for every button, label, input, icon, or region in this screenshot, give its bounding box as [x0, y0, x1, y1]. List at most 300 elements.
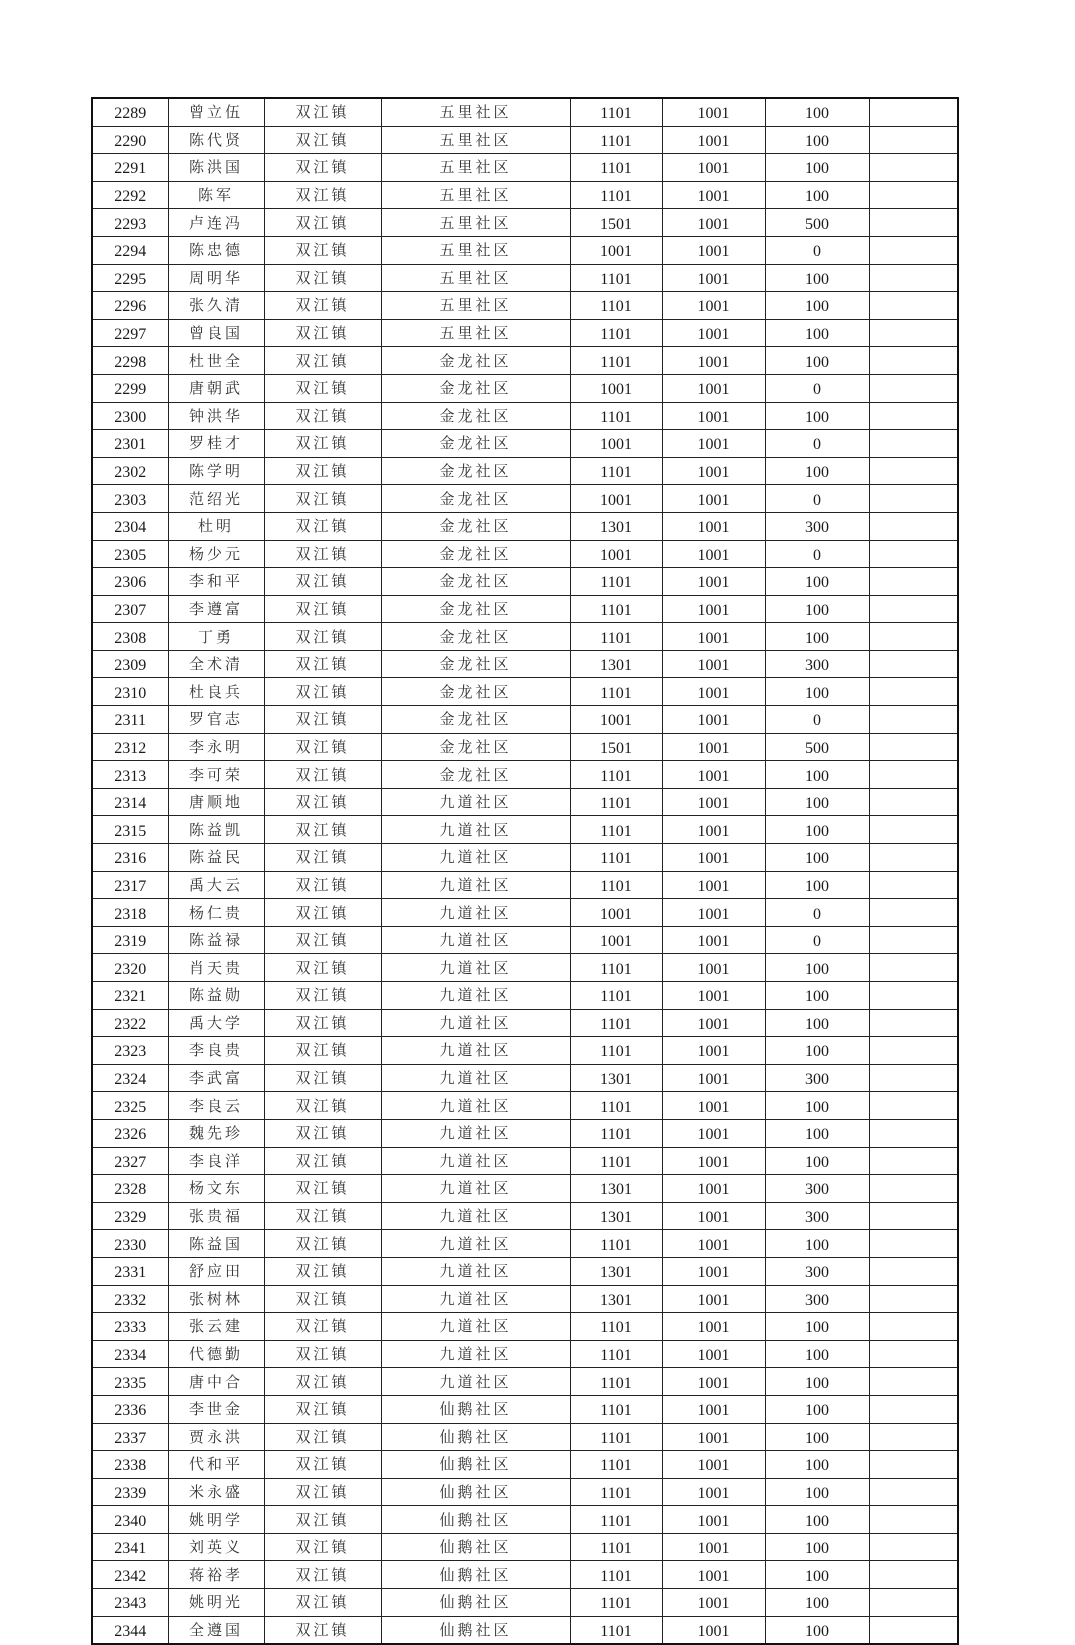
code1-cell: 1001	[570, 430, 662, 458]
name-cell: 全术清	[168, 650, 264, 678]
code1-cell: 1001	[570, 485, 662, 513]
amount-cell: 100	[765, 595, 869, 623]
community-cell: 金龙社区	[381, 568, 570, 596]
amount-cell: 100	[765, 954, 869, 982]
remark-cell	[869, 816, 958, 844]
code2-cell: 1001	[662, 982, 765, 1010]
town-cell: 双江镇	[264, 374, 381, 402]
row-number-cell: 2312	[92, 733, 168, 761]
code1-cell: 1101	[570, 1423, 662, 1451]
code2-cell: 1001	[662, 98, 765, 126]
table-row	[92, 1533, 958, 1561]
row-number-cell: 2304	[92, 512, 168, 540]
row-number-cell: 2305	[92, 540, 168, 568]
table-row	[92, 1147, 958, 1175]
code1-cell: 1101	[570, 1340, 662, 1368]
code2-cell: 1001	[662, 1285, 765, 1313]
community-cell: 金龙社区	[381, 374, 570, 402]
community-cell: 九道社区	[381, 1147, 570, 1175]
table-row	[92, 1202, 958, 1230]
amount-cell: 100	[765, 1561, 869, 1589]
amount-cell: 100	[765, 98, 869, 126]
town-cell: 双江镇	[264, 1506, 381, 1534]
community-cell: 仙鹅社区	[381, 1616, 570, 1644]
community-cell: 九道社区	[381, 1313, 570, 1341]
community-cell: 金龙社区	[381, 595, 570, 623]
amount-cell: 100	[765, 181, 869, 209]
remark-cell	[869, 457, 958, 485]
remark-cell	[869, 236, 958, 264]
town-cell: 双江镇	[264, 1230, 381, 1258]
code1-cell: 1101	[570, 568, 662, 596]
name-cell: 张久清	[168, 292, 264, 320]
code2-cell: 1001	[662, 154, 765, 182]
remark-cell	[869, 1175, 958, 1203]
name-cell: 卢连冯	[168, 209, 264, 237]
row-number-cell: 2291	[92, 154, 168, 182]
row-number-cell: 2328	[92, 1175, 168, 1203]
code2-cell: 1001	[662, 1092, 765, 1120]
town-cell: 双江镇	[264, 1533, 381, 1561]
remark-cell	[869, 126, 958, 154]
amount-cell: 100	[765, 568, 869, 596]
amount-cell: 100	[765, 457, 869, 485]
row-number-cell: 2340	[92, 1506, 168, 1534]
code2-cell: 1001	[662, 430, 765, 458]
town-cell: 双江镇	[264, 126, 381, 154]
remark-cell	[869, 319, 958, 347]
row-number-cell: 2325	[92, 1092, 168, 1120]
amount-cell: 100	[765, 1368, 869, 1396]
remark-cell	[869, 512, 958, 540]
name-cell: 陈洪国	[168, 154, 264, 182]
code1-cell: 1101	[570, 761, 662, 789]
town-cell: 双江镇	[264, 899, 381, 927]
amount-cell: 100	[765, 264, 869, 292]
community-cell: 五里社区	[381, 264, 570, 292]
community-cell: 五里社区	[381, 98, 570, 126]
code1-cell: 1101	[570, 1009, 662, 1037]
remark-cell	[869, 1561, 958, 1589]
table-row	[92, 1616, 958, 1644]
remark-cell	[869, 402, 958, 430]
remark-cell	[869, 926, 958, 954]
town-cell: 双江镇	[264, 98, 381, 126]
town-cell: 双江镇	[264, 816, 381, 844]
table-row	[92, 595, 958, 623]
town-cell: 双江镇	[264, 402, 381, 430]
code2-cell: 1001	[662, 236, 765, 264]
name-cell: 杨少元	[168, 540, 264, 568]
row-number-cell: 2320	[92, 954, 168, 982]
amount-cell: 0	[765, 706, 869, 734]
name-cell: 张云建	[168, 1313, 264, 1341]
remark-cell	[869, 1257, 958, 1285]
table-row	[92, 816, 958, 844]
row-number-cell: 2292	[92, 181, 168, 209]
code1-cell: 1001	[570, 374, 662, 402]
town-cell: 双江镇	[264, 1064, 381, 1092]
community-cell: 金龙社区	[381, 347, 570, 375]
amount-cell: 100	[765, 678, 869, 706]
community-cell: 金龙社区	[381, 733, 570, 761]
code2-cell: 1001	[662, 264, 765, 292]
data-table	[91, 97, 959, 1645]
code2-cell: 1001	[662, 126, 765, 154]
code1-cell: 1101	[570, 1147, 662, 1175]
row-number-cell: 2323	[92, 1037, 168, 1065]
code1-cell: 1101	[570, 788, 662, 816]
community-cell: 九道社区	[381, 1119, 570, 1147]
town-cell: 双江镇	[264, 595, 381, 623]
table-row	[92, 650, 958, 678]
row-number-cell: 2314	[92, 788, 168, 816]
code1-cell: 1101	[570, 347, 662, 375]
table-row	[92, 457, 958, 485]
code1-cell: 1101	[570, 181, 662, 209]
code1-cell: 1101	[570, 1451, 662, 1479]
code2-cell: 1001	[662, 292, 765, 320]
name-cell: 杨仁贵	[168, 899, 264, 927]
community-cell: 金龙社区	[381, 678, 570, 706]
row-number-cell: 2336	[92, 1395, 168, 1423]
code1-cell: 1101	[570, 1368, 662, 1396]
community-cell: 九道社区	[381, 1202, 570, 1230]
table-row	[92, 1175, 958, 1203]
code2-cell: 1001	[662, 788, 765, 816]
name-cell: 唐顺地	[168, 788, 264, 816]
name-cell: 李良云	[168, 1092, 264, 1120]
name-cell: 陈益勋	[168, 982, 264, 1010]
amount-cell: 0	[765, 374, 869, 402]
amount-cell: 100	[765, 1478, 869, 1506]
row-number-cell: 2322	[92, 1009, 168, 1037]
name-cell: 舒应田	[168, 1257, 264, 1285]
row-number-cell: 2318	[92, 899, 168, 927]
amount-cell: 100	[765, 982, 869, 1010]
row-number-cell: 2316	[92, 844, 168, 872]
row-number-cell: 2294	[92, 236, 168, 264]
code2-cell: 1001	[662, 1589, 765, 1617]
row-number-cell: 2290	[92, 126, 168, 154]
name-cell: 肖天贵	[168, 954, 264, 982]
community-cell: 金龙社区	[381, 512, 570, 540]
name-cell: 陈忠德	[168, 236, 264, 264]
code2-cell: 1001	[662, 512, 765, 540]
code2-cell: 1001	[662, 1423, 765, 1451]
community-cell: 五里社区	[381, 154, 570, 182]
name-cell: 罗桂才	[168, 430, 264, 458]
remark-cell	[869, 154, 958, 182]
remark-cell	[869, 1009, 958, 1037]
amount-cell: 100	[765, 1009, 869, 1037]
amount-cell: 100	[765, 1230, 869, 1258]
code1-cell: 1101	[570, 623, 662, 651]
town-cell: 双江镇	[264, 954, 381, 982]
code1-cell: 1101	[570, 1092, 662, 1120]
remark-cell	[869, 1589, 958, 1617]
amount-cell: 0	[765, 926, 869, 954]
community-cell: 仙鹅社区	[381, 1589, 570, 1617]
community-cell: 金龙社区	[381, 402, 570, 430]
row-number-cell: 2311	[92, 706, 168, 734]
code1-cell: 1101	[570, 402, 662, 430]
town-cell: 双江镇	[264, 430, 381, 458]
code2-cell: 1001	[662, 1009, 765, 1037]
town-cell: 双江镇	[264, 1451, 381, 1479]
town-cell: 双江镇	[264, 236, 381, 264]
row-number-cell: 2335	[92, 1368, 168, 1396]
town-cell: 双江镇	[264, 1423, 381, 1451]
remark-cell	[869, 623, 958, 651]
row-number-cell: 2337	[92, 1423, 168, 1451]
code1-cell: 1101	[570, 319, 662, 347]
remark-cell	[869, 1340, 958, 1368]
code1-cell: 1101	[570, 1561, 662, 1589]
row-number-cell: 2307	[92, 595, 168, 623]
row-number-cell: 2334	[92, 1340, 168, 1368]
code1-cell: 1101	[570, 126, 662, 154]
remark-cell	[869, 1368, 958, 1396]
code2-cell: 1001	[662, 1451, 765, 1479]
town-cell: 双江镇	[264, 926, 381, 954]
community-cell: 仙鹅社区	[381, 1533, 570, 1561]
code2-cell: 1001	[662, 1119, 765, 1147]
name-cell: 唐朝武	[168, 374, 264, 402]
remark-cell	[869, 485, 958, 513]
amount-cell: 100	[765, 844, 869, 872]
code1-cell: 1101	[570, 457, 662, 485]
community-cell: 九道社区	[381, 788, 570, 816]
row-number-cell: 2319	[92, 926, 168, 954]
name-cell: 陈学明	[168, 457, 264, 485]
table-row	[92, 1340, 958, 1368]
town-cell: 双江镇	[264, 1340, 381, 1368]
code2-cell: 1001	[662, 1313, 765, 1341]
table-row	[92, 1423, 958, 1451]
town-cell: 双江镇	[264, 347, 381, 375]
table-row	[92, 347, 958, 375]
code2-cell: 1001	[662, 816, 765, 844]
code2-cell: 1001	[662, 650, 765, 678]
amount-cell: 100	[765, 154, 869, 182]
community-cell: 九道社区	[381, 926, 570, 954]
amount-cell: 100	[765, 1037, 869, 1065]
code2-cell: 1001	[662, 1368, 765, 1396]
name-cell: 陈军	[168, 181, 264, 209]
remark-cell	[869, 1147, 958, 1175]
code1-cell: 1101	[570, 264, 662, 292]
table-row	[92, 1064, 958, 1092]
table-row	[92, 540, 958, 568]
row-number-cell: 2306	[92, 568, 168, 596]
code2-cell: 1001	[662, 181, 765, 209]
amount-cell: 100	[765, 402, 869, 430]
town-cell: 双江镇	[264, 1616, 381, 1644]
code2-cell: 1001	[662, 595, 765, 623]
code2-cell: 1001	[662, 1175, 765, 1203]
code1-cell: 1301	[570, 512, 662, 540]
remark-cell	[869, 1313, 958, 1341]
table-row	[92, 512, 958, 540]
table-row	[92, 236, 958, 264]
table-row	[92, 154, 958, 182]
code2-cell: 1001	[662, 954, 765, 982]
table-row	[92, 1561, 958, 1589]
table-row	[92, 1368, 958, 1396]
remark-cell	[869, 209, 958, 237]
code2-cell: 1001	[662, 374, 765, 402]
community-cell: 仙鹅社区	[381, 1478, 570, 1506]
code2-cell: 1001	[662, 844, 765, 872]
row-number-cell: 2341	[92, 1533, 168, 1561]
code1-cell: 1101	[570, 1616, 662, 1644]
code1-cell: 1101	[570, 1478, 662, 1506]
code1-cell: 1301	[570, 1202, 662, 1230]
town-cell: 双江镇	[264, 1478, 381, 1506]
code1-cell: 1101	[570, 871, 662, 899]
amount-cell: 100	[765, 319, 869, 347]
town-cell: 双江镇	[264, 706, 381, 734]
amount-cell: 100	[765, 1589, 869, 1617]
code2-cell: 1001	[662, 899, 765, 927]
community-cell: 金龙社区	[381, 650, 570, 678]
remark-cell	[869, 1230, 958, 1258]
name-cell: 魏先珍	[168, 1119, 264, 1147]
table-row	[92, 678, 958, 706]
code1-cell: 1001	[570, 706, 662, 734]
name-cell: 全遵国	[168, 1616, 264, 1644]
code2-cell: 1001	[662, 457, 765, 485]
table-row	[92, 954, 958, 982]
row-number-cell: 2333	[92, 1313, 168, 1341]
name-cell: 李良洋	[168, 1147, 264, 1175]
town-cell: 双江镇	[264, 1147, 381, 1175]
table-row	[92, 319, 958, 347]
code1-cell: 1101	[570, 816, 662, 844]
code2-cell: 1001	[662, 678, 765, 706]
remark-cell	[869, 871, 958, 899]
town-cell: 双江镇	[264, 871, 381, 899]
row-number-cell: 2309	[92, 650, 168, 678]
row-number-cell: 2310	[92, 678, 168, 706]
town-cell: 双江镇	[264, 1037, 381, 1065]
code2-cell: 1001	[662, 1257, 765, 1285]
code1-cell: 1101	[570, 154, 662, 182]
remark-cell	[869, 1285, 958, 1313]
code1-cell: 1101	[570, 1395, 662, 1423]
table-row	[92, 1230, 958, 1258]
remark-cell	[869, 1092, 958, 1120]
name-cell: 杨文东	[168, 1175, 264, 1203]
row-number-cell: 2332	[92, 1285, 168, 1313]
code2-cell: 1001	[662, 706, 765, 734]
code2-cell: 1001	[662, 1616, 765, 1644]
table-row	[92, 402, 958, 430]
code1-cell: 1501	[570, 733, 662, 761]
code1-cell: 1301	[570, 650, 662, 678]
community-cell: 九道社区	[381, 844, 570, 872]
community-cell: 五里社区	[381, 319, 570, 347]
town-cell: 双江镇	[264, 540, 381, 568]
code2-cell: 1001	[662, 568, 765, 596]
name-cell: 杜良兵	[168, 678, 264, 706]
table-row	[92, 485, 958, 513]
amount-cell: 100	[765, 1119, 869, 1147]
remark-cell	[869, 374, 958, 402]
town-cell: 双江镇	[264, 623, 381, 651]
code1-cell: 1101	[570, 678, 662, 706]
code1-cell: 1001	[570, 926, 662, 954]
row-number-cell: 2299	[92, 374, 168, 402]
town-cell: 双江镇	[264, 1009, 381, 1037]
name-cell: 李世金	[168, 1395, 264, 1423]
community-cell: 九道社区	[381, 982, 570, 1010]
row-number-cell: 2317	[92, 871, 168, 899]
code1-cell: 1301	[570, 1175, 662, 1203]
community-cell: 九道社区	[381, 899, 570, 927]
community-cell: 仙鹅社区	[381, 1395, 570, 1423]
community-cell: 九道社区	[381, 1368, 570, 1396]
code1-cell: 1001	[570, 899, 662, 927]
community-cell: 五里社区	[381, 126, 570, 154]
remark-cell	[869, 1202, 958, 1230]
table-row	[92, 430, 958, 458]
remark-cell	[869, 181, 958, 209]
amount-cell: 100	[765, 1340, 869, 1368]
name-cell: 蒋裕孝	[168, 1561, 264, 1589]
remark-cell	[869, 1395, 958, 1423]
name-cell: 刘英义	[168, 1533, 264, 1561]
row-number-cell: 2326	[92, 1119, 168, 1147]
table-row	[92, 1506, 958, 1534]
table-row	[92, 623, 958, 651]
row-number-cell: 2344	[92, 1616, 168, 1644]
town-cell: 双江镇	[264, 1395, 381, 1423]
code2-cell: 1001	[662, 209, 765, 237]
row-number-cell: 2301	[92, 430, 168, 458]
row-number-cell: 2297	[92, 319, 168, 347]
community-cell: 九道社区	[381, 816, 570, 844]
town-cell: 双江镇	[264, 1285, 381, 1313]
community-cell: 九道社区	[381, 1257, 570, 1285]
name-cell: 罗官志	[168, 706, 264, 734]
code2-cell: 1001	[662, 402, 765, 430]
table-row	[92, 1395, 958, 1423]
table-row	[92, 1037, 958, 1065]
remark-cell	[869, 1506, 958, 1534]
town-cell: 双江镇	[264, 292, 381, 320]
community-cell: 九道社区	[381, 871, 570, 899]
name-cell: 姚明光	[168, 1589, 264, 1617]
amount-cell: 100	[765, 1092, 869, 1120]
name-cell: 张贵福	[168, 1202, 264, 1230]
table-row	[92, 1092, 958, 1120]
community-cell: 金龙社区	[381, 623, 570, 651]
amount-cell: 100	[765, 1395, 869, 1423]
table-row	[92, 568, 958, 596]
remark-cell	[869, 430, 958, 458]
remark-cell	[869, 568, 958, 596]
table-row	[92, 181, 958, 209]
community-cell: 九道社区	[381, 1230, 570, 1258]
town-cell: 双江镇	[264, 678, 381, 706]
row-number-cell: 2331	[92, 1257, 168, 1285]
code1-cell: 1101	[570, 1589, 662, 1617]
town-cell: 双江镇	[264, 1561, 381, 1589]
amount-cell: 100	[765, 1147, 869, 1175]
community-cell: 九道社区	[381, 1037, 570, 1065]
